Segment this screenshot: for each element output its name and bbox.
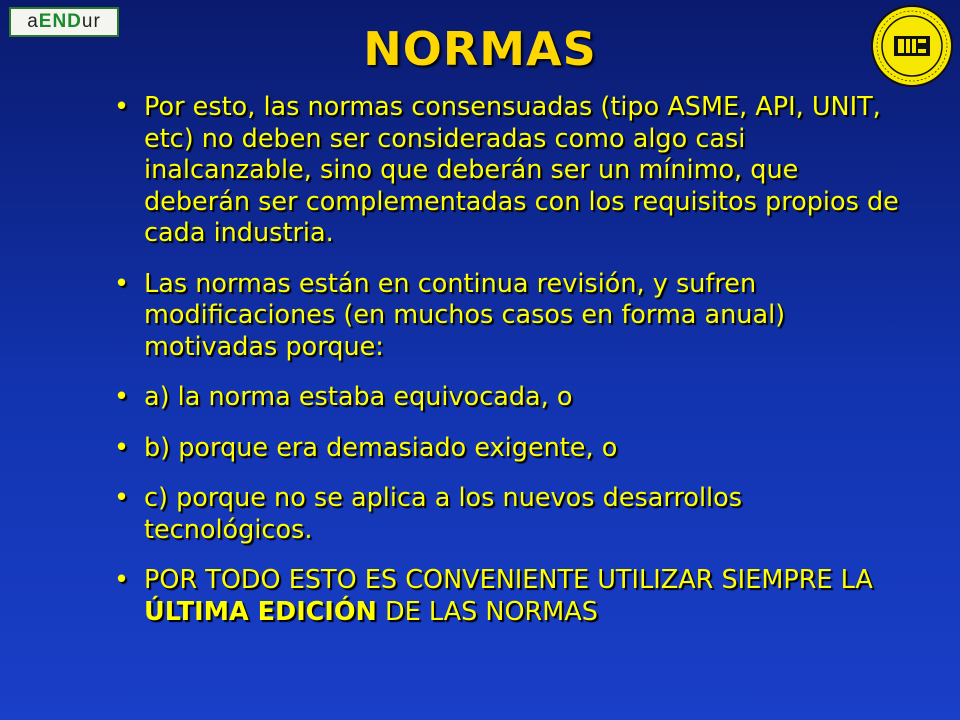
bullet-item bbox=[108, 565, 908, 628]
page-title: NORMAS bbox=[363, 22, 597, 76]
logo-text-ur: ur bbox=[81, 11, 101, 32]
bullet-dot: • bbox=[114, 483, 130, 513]
logo-text-end: END bbox=[38, 11, 82, 32]
bullet-text: Por esto, las normas consensuadas (tipo ASME, API, UNIT, etc) no deben ser consideradas como algo casi inalcanzable, sino que deberán ser un mínimo, que deberán ser complementadas con los requisitos propios de cada industria. bbox=[144, 92, 899, 248]
bullet-list bbox=[108, 92, 908, 647]
bullet-dot: • bbox=[114, 565, 130, 595]
bullet-item bbox=[108, 92, 908, 250]
bullet-text: a) la norma estaba equivocada, o bbox=[144, 382, 573, 412]
bullet-item bbox=[108, 269, 908, 364]
bullet-item bbox=[108, 483, 908, 546]
bullet-dot: • bbox=[114, 268, 130, 299]
bullet-dot: • bbox=[114, 92, 130, 122]
bullet-text-emphasis: ÚLTIMA EDICIÓN bbox=[144, 596, 377, 627]
bullet-item bbox=[108, 382, 908, 414]
bullet-text-before: POR TODO ESTO ES CONVENIENTE UTILIZAR SIEMPRE LA bbox=[144, 565, 873, 595]
bullet-item bbox=[108, 433, 908, 465]
bullet-dot: • bbox=[114, 432, 130, 463]
bullet-dot: • bbox=[114, 382, 130, 412]
bullet-text: b) porque era demasiado exigente, o bbox=[144, 432, 618, 463]
logo-text-a: a bbox=[27, 11, 39, 32]
bullet-text: Las normas están en continua revisión, y sufren modificaciones (en muchos casos en forma anual) motivadas porque: bbox=[144, 268, 786, 362]
bullet-text-after: DE LAS NORMAS bbox=[376, 596, 598, 627]
bullet-text: c) porque no se aplica a los nuevos desarrollos tecnológicos. bbox=[144, 483, 743, 545]
